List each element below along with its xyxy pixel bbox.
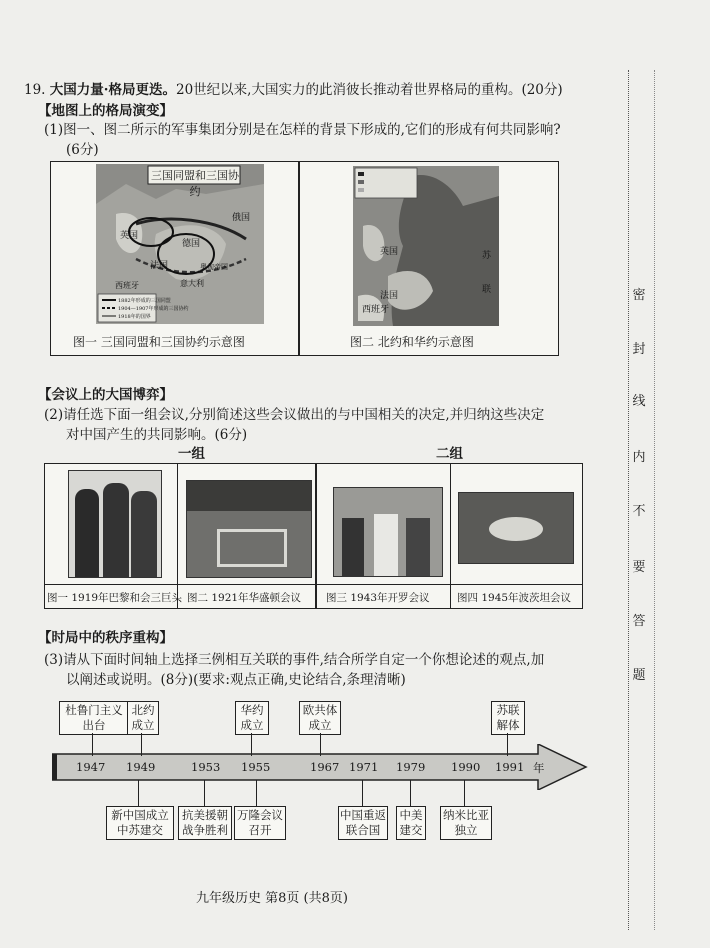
- event-namibia-independence: 纳米比亚 独立: [440, 806, 492, 840]
- seal-char: 内: [632, 450, 646, 465]
- map1-label-britain: 英国: [120, 231, 139, 241]
- photo2-caption: 图二 1921年华盛顿会议: [187, 592, 302, 604]
- map1-label-germany: 德国: [182, 239, 201, 249]
- event-prc-founded: 新中国成立 中苏建交: [106, 806, 174, 840]
- event-connector: [410, 780, 411, 806]
- year-1967: 1967: [310, 760, 340, 774]
- page-footer: 九年级历史 第8页 (共8页): [196, 891, 348, 906]
- event-truman-doctrine: 杜鲁门主义 出台: [59, 701, 129, 735]
- event-connector: [92, 733, 93, 756]
- map2-caption: 图二 北约和华约示意图: [350, 335, 474, 349]
- photo-potsdam-conference: [458, 492, 574, 564]
- group2-label: 二组: [436, 446, 463, 462]
- year-1971: 1971: [349, 760, 379, 774]
- year-1955: 1955: [241, 760, 271, 774]
- section3-question-line2: 以阐述或说明。(8分)(要求:观点正确,史论结合,条理清晰): [66, 672, 406, 688]
- year-1991: 1991: [495, 760, 525, 774]
- map1-label-spain: 西班牙: [115, 281, 139, 290]
- section3-question-line1: (3)请从下面时间轴上选择三例相互关联的事件,结合所学自定一个你想论述的观点,加: [44, 652, 545, 668]
- section2-question-line1: (2)请任选下面一组会议,分别简述这些会议做出的与中国相关的决定,并归纳这些决定: [44, 407, 545, 423]
- event-connector: [256, 780, 257, 806]
- event-connector: [138, 780, 139, 806]
- event-nato-founded: 北约 成立: [127, 701, 159, 735]
- year-1947: 1947: [76, 760, 106, 774]
- map1-legend-item: 1882年形成的三国同盟: [118, 298, 171, 304]
- group-divider: [315, 464, 317, 608]
- map1-label-austria: 奥匈帝国: [200, 263, 228, 271]
- question-title: 大国力量·格局更迭。: [49, 82, 176, 98]
- event-connector: [320, 733, 321, 756]
- seal-char: 线: [632, 394, 646, 409]
- year-unit: 年: [533, 761, 545, 775]
- event-connector: [141, 733, 142, 756]
- event-connector: [464, 780, 465, 806]
- section1-question-line1: (1)图一、图二所示的军事集团分别是在怎样的背景下形成的,它们的形成有何共同影响?: [44, 122, 561, 138]
- caption-divider: [45, 584, 582, 585]
- map1-title: 三国同盟和三国协约: [151, 169, 239, 198]
- seal-char: 要: [632, 560, 646, 575]
- seal-char: 密: [632, 288, 646, 303]
- map2-label-soviet2: 联: [482, 285, 492, 295]
- map1-legend-item: 1904—1907年形成的三国协约: [118, 306, 189, 312]
- event-ec-founded: 欧共体 成立: [299, 701, 341, 735]
- map1-label-russia: 俄国: [232, 213, 251, 223]
- year-1979: 1979: [396, 760, 426, 774]
- seal-char: 不: [632, 504, 646, 519]
- seal-dotted-line-inner: [654, 70, 656, 930]
- year-1949: 1949: [126, 760, 156, 774]
- seal-char: 题: [632, 668, 646, 683]
- maps-divider: [298, 162, 300, 355]
- event-sino-us-relations: 中美 建交: [396, 806, 426, 840]
- event-connector: [251, 733, 252, 756]
- photo-washington-conference: [186, 480, 312, 578]
- map2-label-spain: 西班牙: [362, 305, 390, 315]
- question-number: 19.: [24, 82, 46, 98]
- photo-paris-conference: [68, 470, 162, 578]
- event-connector: [507, 733, 508, 756]
- seal-char: 答: [632, 614, 646, 629]
- event-ussr-dissolved: 苏联 解体: [491, 701, 525, 735]
- photo-divider: [177, 464, 178, 608]
- photo-cairo-conference: [333, 487, 443, 577]
- event-warsaw-pact-founded: 华约 成立: [235, 701, 269, 735]
- event-korean-war-victory: 抗美援朝 战争胜利: [178, 806, 232, 840]
- event-connector: [204, 780, 205, 806]
- map1-label-france: 法国: [150, 261, 169, 271]
- map1-caption: 图一 三国同盟和三国协约示意图: [73, 335, 245, 349]
- section1-question-line2: (6分): [66, 142, 99, 158]
- map2-label-france: 法国: [380, 291, 399, 301]
- map2-label-soviet1: 苏: [482, 251, 492, 261]
- map1-label-italy: 意大利: [180, 279, 204, 288]
- photo1-caption: 图一 1919年巴黎和会三巨头: [47, 592, 183, 604]
- map1-legend-item: 1918年的国界: [118, 314, 151, 320]
- event-china-un-seat: 中国重返 联合国: [338, 806, 388, 840]
- section2-question-line2: 对中国产生的共同影响。(6分): [66, 427, 248, 443]
- section1-heading: 【地图上的格局演变】: [38, 103, 173, 119]
- group1-label: 一组: [178, 446, 205, 462]
- section2-heading: 【会议上的大国博弈】: [38, 387, 173, 403]
- section3-heading: 【时局中的秩序重构】: [38, 630, 173, 646]
- question-line: [24, 80, 563, 100]
- event-bandung-conference: 万隆会议 召开: [234, 806, 286, 840]
- seal-char: 封: [632, 342, 646, 357]
- map2-label-britain: 英国: [380, 247, 399, 257]
- year-1953: 1953: [191, 760, 221, 774]
- photo4-caption: 图四 1945年波茨坦会议: [457, 592, 572, 604]
- question-intro: 20世纪以来,大国实力的此消彼长推动着世界格局的重构。(20分): [175, 82, 563, 98]
- map1-legend: [118, 297, 188, 321]
- photo3-caption: 图三 1943年开罗会议: [326, 592, 430, 604]
- photo-divider: [450, 464, 451, 608]
- year-1990: 1990: [451, 760, 481, 774]
- event-connector: [362, 780, 363, 806]
